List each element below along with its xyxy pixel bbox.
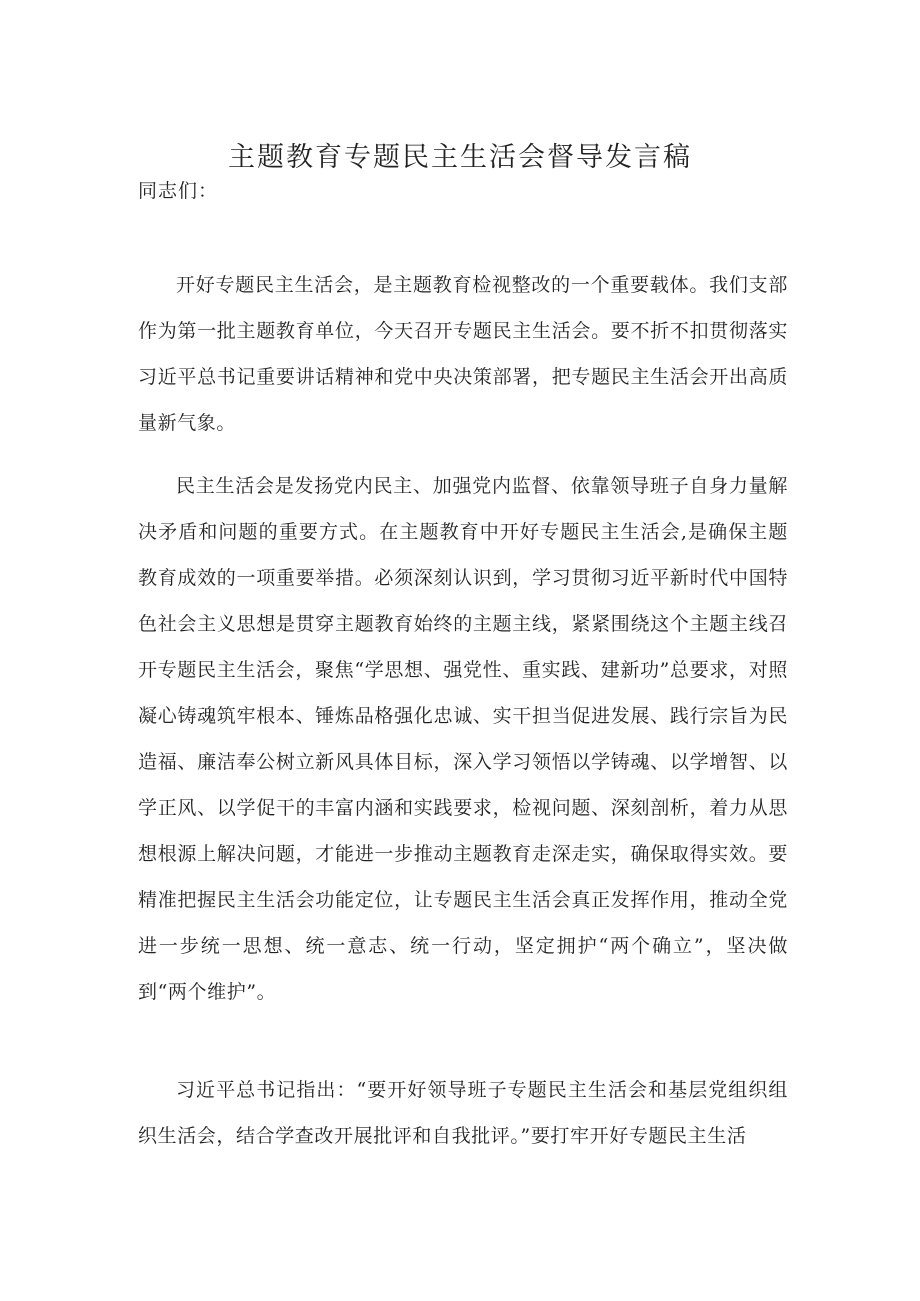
paragraph-2: 民主生活会是发扬党内民主、加强党内监督、依靠领导班子自身力量解决矛盾和问题的重要方式。在主题教育中开好专题民主生活会,是确保主题教育成效的一项重要举措。必须深刻认识到，学习贯彻习近平新时代中国特色社会主义思想是贯穿主题教育始终的主题主线，紧紧围绕这个主题主线召开专题民主生活会，聚焦“学思想、强党性、重实践、建新功”总要求，对照凝心铸魂筑牢根本、锤炼品格强化忠诚、实干担当促进发展、践行宗旨为民造福、廉洁奉公树立新风具体目标，深入学习领悟以学铸魂、以学增智、以学正风、以学促干的丰富内涵和实践要求，检视问题、深刻剖析，着力从思想根源上解决问题，才能进一步推动主题教育走深走实，确保取得实效。要精准把握民主生活会功能定位，让专题民主生活会真正发挥作用，推动全党进一步统一思想、统一意志、统一行动，坚定拥护“两个确立”，坚决做到“两个维护”。 <box>138 475 788 1003</box>
document-title: 主题教育专题民主生活会督导发言稿 <box>228 142 692 173</box>
paragraph-1: 开好专题民主生活会，是主题教育检视整改的一个重要载体。我们支部作为第一批主题教育单位，今天召开专题民主生活会。要不折不扣贯彻落实习近平总书记重要讲话精神和党中央决策部署，把专题民主生活会开出高质量新气象。 <box>138 274 788 434</box>
paragraph-3: 习近平总书记指出：“要开好领导班子专题民主生活会和基层党组织组织生活会，结合学查改开展批评和自我批评。”要打牢开好专题民主生活 <box>138 1079 788 1147</box>
salutation: 同志们： <box>138 180 219 202</box>
